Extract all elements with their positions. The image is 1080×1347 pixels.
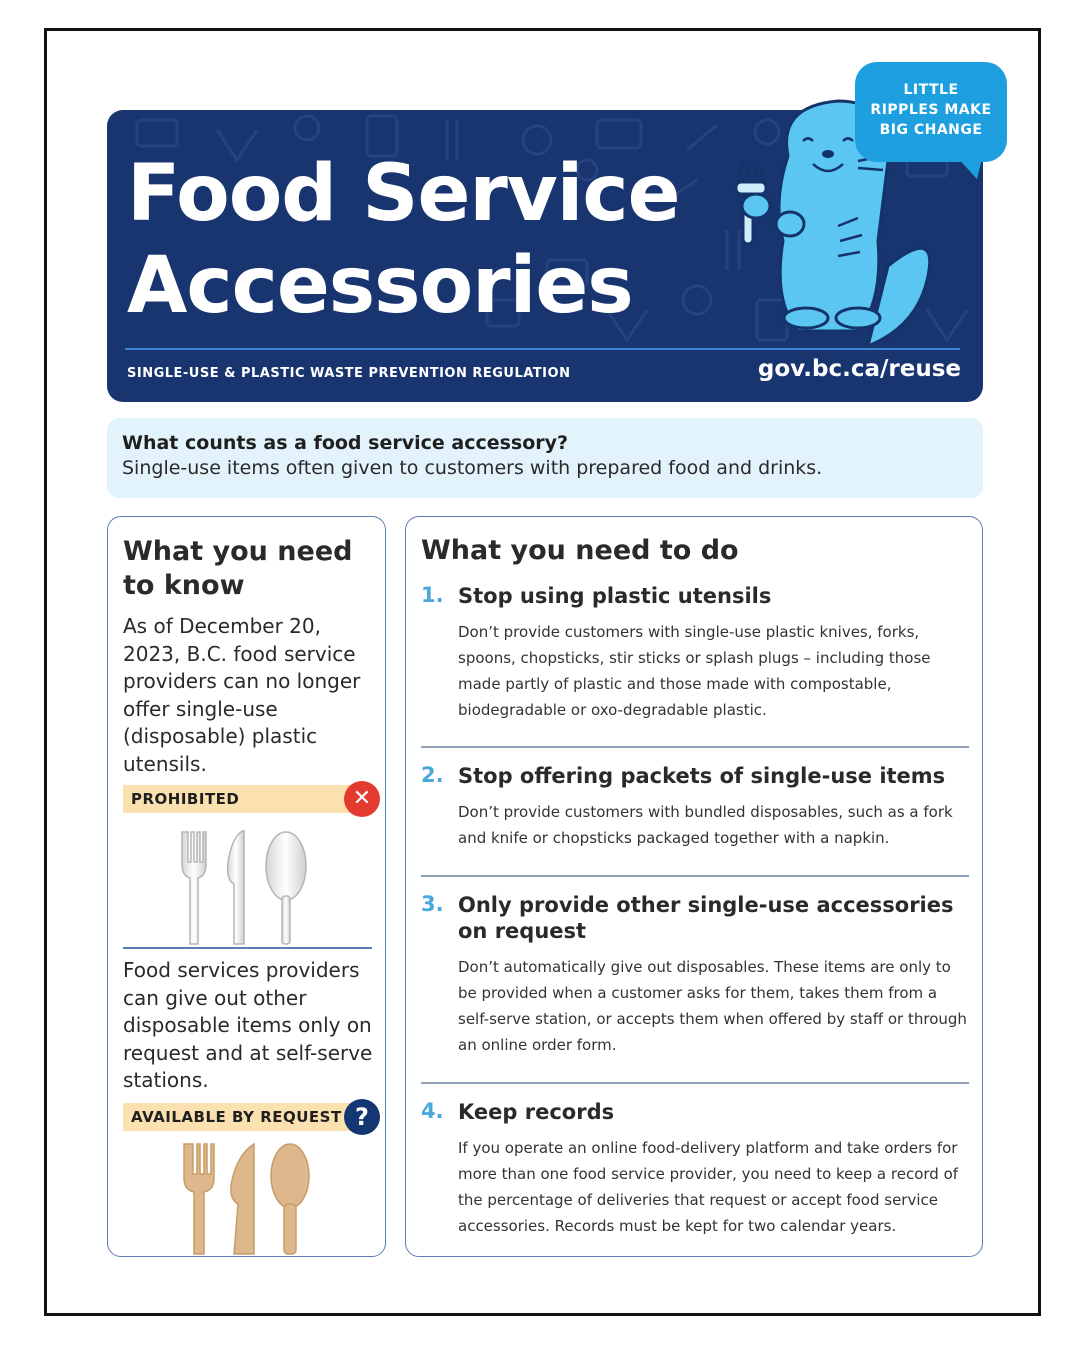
regulation-name: SINGLE-USE & PLASTIC WASTE PREVENTION REGULATION	[127, 366, 571, 381]
page-title	[127, 148, 680, 332]
step-body: Don’t automatically give out disposables. These items are only to be provided when a customer asks for them, takes them from a self-serve station, or accepts them when offered by staff or through an online order form.	[458, 958, 967, 1054]
step-heading: Stop using plastic utensils	[458, 584, 772, 608]
step-divider	[421, 1082, 969, 1084]
step-body: If you operate an online food-delivery platform and take orders for more than one food service provider, you need to keep a record of the percentage of deliveries that request or accept food service accessories. Records must be kept for two calendar years.	[458, 1139, 959, 1235]
banner-divider	[125, 348, 960, 350]
need-to-know-title-line-2: to know	[123, 570, 245, 601]
definition-box	[107, 418, 983, 498]
question-mark-icon: ?	[344, 1099, 380, 1135]
step-divider	[421, 746, 969, 748]
need-to-do-title: What you need to do	[421, 535, 739, 566]
wooden-utensils-icon	[180, 1142, 320, 1256]
prohibited-tag: PROHIBITED	[123, 785, 353, 813]
definition-answer: Single-use items often given to customers with prepared food and drinks.	[122, 457, 823, 479]
slogan-line-3: BIG CHANGE	[879, 122, 983, 138]
request-text: Food services providers can give out other disposable items only on request and at self-serve stations.	[123, 958, 373, 1093]
plastic-utensils-icon	[178, 830, 318, 945]
step-heading: Stop offering packets of single-use items	[458, 764, 946, 788]
slogan-line-2: RIPPLES MAKE	[870, 102, 992, 118]
slogan-bubble	[855, 62, 1007, 162]
step-heading: Only provide other single-use accessories on request	[458, 893, 954, 943]
title-line-1: Food Service	[127, 149, 680, 239]
prohibited-x-icon: ✕	[344, 781, 380, 817]
prohibition-text: As of December 20, 2023, B.C. food service providers can no longer offer single-use (disposable) plastic utensils.	[123, 614, 361, 776]
step-body: Don’t provide customers with bundled disposables, such as a fork and knife or chopsticks packaged together with a napkin.	[458, 803, 953, 847]
step-number: 3.	[421, 892, 444, 916]
step-number: 2.	[421, 763, 444, 787]
need-to-know-card	[107, 516, 386, 1257]
need-to-do-card	[405, 516, 983, 1257]
website-link[interactable]: gov.bc.ca/reuse	[757, 356, 961, 382]
step-heading: Keep records	[458, 1100, 615, 1124]
definition-question: What counts as a food service accessory?	[122, 432, 569, 454]
need-to-know-title	[123, 535, 352, 603]
step-number: 1.	[421, 583, 444, 607]
title-line-2: Accessories	[127, 241, 633, 331]
bubble-tail	[955, 155, 985, 181]
step-body: Don’t provide customers with single-use plastic knives, forks, spoons, chopsticks, stir sticks or splash plugs – including those made partly of plastic and those made with compostable, biodegradable or oxo-degradable plastic.	[458, 623, 931, 719]
left-card-divider	[123, 947, 372, 949]
step-divider	[421, 875, 969, 877]
need-to-know-title-line-1: What you need	[123, 536, 353, 567]
step-number: 4.	[421, 1099, 444, 1123]
slogan-line-1: LITTLE	[903, 82, 959, 98]
available-by-request-tag: AVAILABLE BY REQUEST	[123, 1103, 353, 1131]
